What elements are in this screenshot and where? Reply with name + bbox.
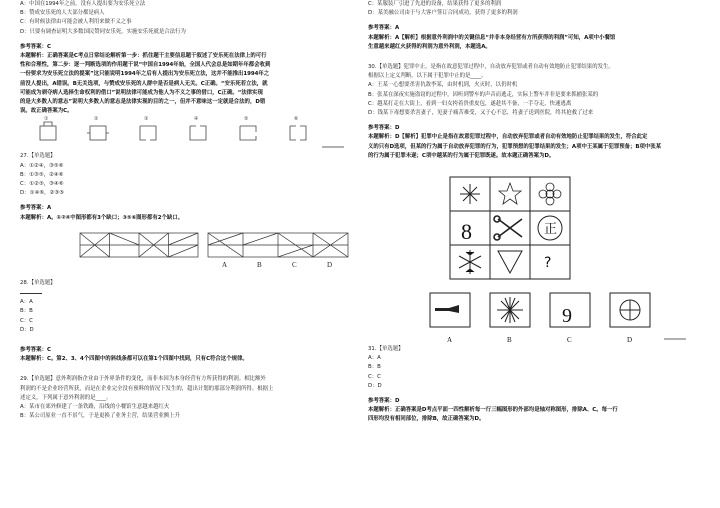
q31-label-a: A [447,336,453,345]
q28-label: 28.【单选题】 [20,279,56,286]
q29-option-d[interactable]: D：某美融公司由于与大客户签订合同成功，获得了更多的利润 [368,10,518,17]
flower-icon [539,183,561,205]
q30-option-d[interactable]: D：钱某下毒想要杀害妻子，见妻子痛苦难受，又于心不忍，将妻子送到医院，终其抢救了过来 [368,110,594,117]
asterisk-icon [460,184,480,204]
down-triangle-icon [498,251,522,273]
q26-explain-4: 前没人提出，A错误。B无关选项，与赞成安乐死的人群中是否是病人无关。C正确。“安乐死若立法，就 [20,80,268,87]
q28-option-c[interactable]: C：C [20,317,33,324]
q26-option-c: C：有时候法律由可能会被人利用来做不义之事 [20,19,132,26]
q29-answer: 参考答案：A [368,25,400,32]
q28-option-b[interactable]: B：B [20,308,33,315]
svg-text:④: ④ [194,116,199,123]
q31-option-c[interactable]: C：C [368,373,381,380]
q28-label-c: C [292,260,297,269]
q29-option-c[interactable]: C：某服装厂引进了先进的设备，结果获得了更多的利润 [368,1,502,7]
q30-option-a[interactable]: A：王某一心想要杀害仇敌李某，由时机到，火灭时，以仍时机 [368,82,518,89]
q29-option-a[interactable]: A：某市在郊外修建了一条铁路，沿线的小餐馆生意越来越红火 [20,404,170,411]
q28-label-a: A [222,260,228,269]
q31-explain-2: 四形均没有相同部位，排除B，故正确答案为D。 [368,416,485,423]
q27-option-a[interactable]: A：①②④，③⑤⑥ [20,162,64,169]
q30-option-c[interactable]: C：越某打走在大街上，看到一妇女挎着贵重皮包，遂趁其不备，一手夺走，快速逃离 [368,100,572,107]
q30-option-b[interactable]: B：张某在深夜实施盗窃的过程中，因听到警车的声音而逃走，实际上警车并非是要来抓捕张某的 [368,91,599,98]
q31-label-c: C [567,336,572,345]
q28-figure [20,231,360,279]
q31-label: 31.【单选题】 [368,346,404,353]
q31-label-d: D [627,336,633,345]
q28-explain: 本题解析：C。第2、3、4个四图中的斜线条都可以在第1个四图中找到，只有C符合这个规律。 [20,356,248,363]
q28-blank [20,288,42,294]
q31-label-b: B [507,336,512,345]
q27-answer: 参考答案：A [20,205,52,212]
q30-explain-1: 本题解析：D【解析】犯罪中止是指在故意犯罪过程中，自动放弃犯罪或者自动有效地防止犯罪结果的发生，符合此定 [368,134,648,141]
q30-explain-2: 义的只有D选项，但某的行为属于自动放弃犯罪的行为，犯罪预想的犯罪结果的发生；A项中王某属于犯罪预备；B项中张某 [368,143,662,150]
q29-text-3: 述定义，下列属于意外利润的是____。 [20,394,112,401]
snowflake-icon [459,250,481,274]
q31-figure [368,175,704,345]
q28-grid-svg [20,231,360,271]
q31-answer: 参考答案：D [368,398,400,405]
q30-explain-3: 的行为属于犯罪未遂；C项中越某的行为属于犯罪既遂。故本题正确答案为D。 [368,152,555,159]
svg-text:①: ① [44,116,49,123]
q26-explain-6: 的是大多数人的意志”说明大多数人的意志是法律实现的目的之一，但并不意味这一定就是合法的，D错 [20,99,266,106]
sunburst-icon [497,297,523,323]
q28-answer: 参考答案：C [20,347,51,354]
q26-explain-7: 误。故正确答案为C。 [20,108,73,115]
q29-text-2: 利润的不是企业经营所获，而是在企业完全没有预料的情况下发生的，超出计划的那部分利润所得。根据上 [20,385,274,392]
q31-option-d[interactable]: D：D [368,382,382,389]
q31-grid-svg [368,175,704,345]
q27-label: 27.【单选题】 [20,153,56,160]
q26-explain-5: 可能成为剥夺病人选择生命权利的借口”说明法律可能成为他人为不义之事的借口，C正确。“法律实现 [20,89,263,96]
q31-option-b[interactable]: B：B [368,364,381,371]
pointing-hand-icon [435,305,459,313]
q26-option-b: B：赞成安乐死的人大部分都是病人 [20,10,105,17]
q26-explain-2: 性和合理性，第二步：逐一判断选项的作用题干说“中国自1994年始，全国人代会总是如期年年都会收到 [20,62,271,69]
q28-label-b: B [257,260,262,269]
question-mark: ? [544,255,552,272]
q30-text-1: 30.【单选题】犯罪中止，是指在故意犯罪过程中，自动放弃犯罪或者自动有效地防止犯罪结果的发生。 [368,64,614,71]
left-column [20,0,360,422]
cross-circle-icon [620,300,640,320]
svg-text:③: ③ [144,116,149,123]
q30-text-2: 根据以上定义判断，以下属于犯罪中止的是____。 [368,73,487,80]
right-column [368,0,704,425]
q28-option-a[interactable]: A：A [20,299,33,306]
q29-explain-1: 本题解析：A【解析】根据意外利润中的关键信息“并非本身经营有方所获得的利润”可知，A项中小餐馆 [368,34,616,41]
q31-cell-zheng: 正 [544,222,558,238]
q27-option-c[interactable]: C：①②⑤，③④⑥ [20,181,64,188]
q30-answer: 参考答案：D [368,125,400,132]
q31-option-c-nine: 9 [562,305,572,328]
q26-option-d: D：只要有调查证明大多数国民赞同安乐死，实施安乐死就是合法行为 [20,28,186,35]
star-icon [499,183,521,204]
svg-text:②: ② [94,116,99,123]
scissors-icon [494,216,522,240]
q29-text-1: 29.【单选题】意外利润指企业由于外界条件的变化，而非本因为本身经营有方所获得的利润。相比额外 [20,376,266,383]
q31-option-a[interactable]: A：A [368,355,381,362]
q31-explain-1: 本题解析：正确答案是D考点平面一四性解析每一行三幅图形的外部均是轴对称图形，排除A、C。每一行 [368,407,618,414]
q27-option-d[interactable]: D：①④⑥，②③⑤ [20,190,64,197]
q27-explain: 本题解析：A。①②④中图形都有3个缺口；③⑤⑥图形都有2个缺口。 [20,214,184,221]
svg-text:⑤: ⑤ [244,116,249,123]
q31-cell-eight: 8 [461,219,472,245]
q27-option-b[interactable]: B：①③⑤，②④⑥ [20,171,64,178]
q26-option-a: A：中国在1994年之前，没有人提出要为安乐死立法 [20,1,146,7]
q29-option-b[interactable]: B：某公司原业一直不景气，于是更换了业务主营，结果营业额上升 [20,413,181,420]
q26-answer: 参考答案：C [20,43,51,50]
q27-shapes-svg [20,116,360,152]
q27-figure [20,116,360,152]
q28-option-d[interactable]: D：D [20,326,34,333]
q29-explain-2: 生意越来越红火获得的利润为意外利润，本题选A。 [368,43,491,50]
q26-explain-3: 一份要求为安乐死立法的提案”这只能说明1994年之后有人提出为安乐死立法，这并不能推出1994年之 [20,71,270,78]
q26-explain-1: 本题解析：正确答案是C考点日常结论解析第一步：抓住题干主要信息题干叙述了安乐死在法律上的可行 [20,53,267,60]
svg-text:⑥: ⑥ [294,116,299,123]
q28-label-d: D [327,260,333,269]
